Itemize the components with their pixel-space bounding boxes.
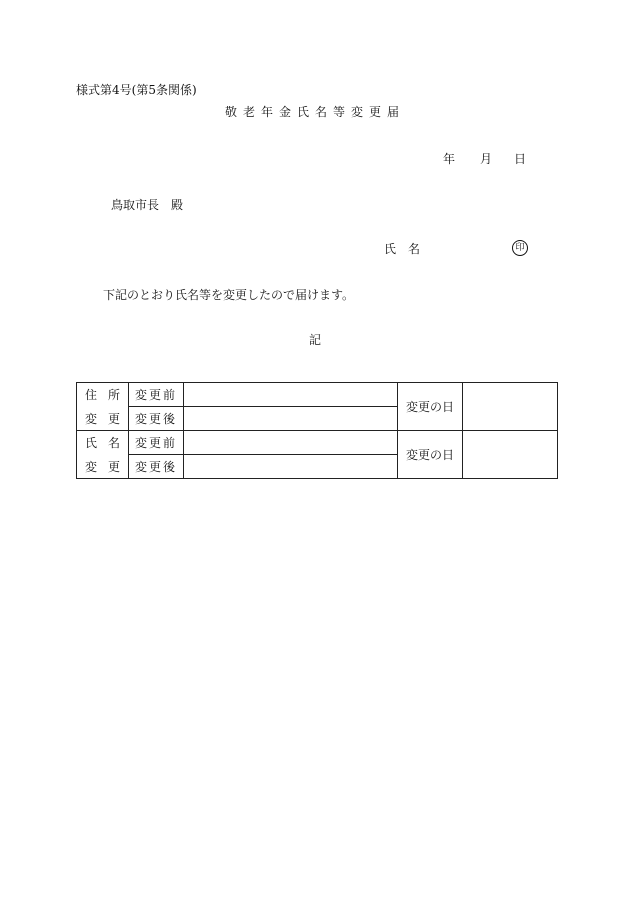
row-label-name-change: [77, 431, 129, 479]
before-label: 変更前: [129, 431, 184, 455]
ki-heading: 記: [308, 333, 321, 347]
row-label-address-change: [77, 383, 129, 431]
addressee: 鳥取市長 殿: [111, 198, 184, 212]
after-label: 変更後: [129, 407, 184, 431]
label-char: 氏: [85, 436, 98, 450]
date-month-label: 月: [480, 152, 493, 166]
change-table: [76, 382, 558, 479]
label-char: 変: [85, 412, 98, 426]
seal-icon: 印: [512, 240, 528, 256]
name-after-field[interactable]: [184, 455, 398, 479]
after-label: 変更後: [129, 455, 184, 479]
table-row: [77, 431, 558, 455]
label-char: 更: [107, 412, 120, 426]
date-day-label: 日: [514, 152, 527, 166]
label-char: 所: [107, 388, 120, 402]
table-row: [77, 383, 558, 407]
label-char: 変: [85, 460, 98, 474]
name-before-field[interactable]: [184, 431, 398, 455]
label-char: 更: [107, 460, 120, 474]
address-after-field[interactable]: [184, 407, 398, 431]
change-date-label: 変更の日: [398, 431, 463, 479]
label-char: 住: [85, 388, 98, 402]
date-year-label: 年: [443, 152, 456, 166]
address-before-field[interactable]: [184, 383, 398, 407]
document-title: 敬老年金氏名等変更届: [224, 105, 405, 119]
body-text: 下記のとおり氏名等を変更したので届けます。: [103, 288, 355, 302]
address-change-date-field[interactable]: [463, 383, 558, 431]
form-number: 様式第4号(第5条関係): [76, 83, 197, 97]
change-date-label: 変更の日: [398, 383, 463, 431]
name-change-date-field[interactable]: [463, 431, 558, 479]
applicant-name-label: 氏 名: [384, 242, 421, 256]
label-char: 名: [107, 436, 120, 450]
before-label: 変更前: [129, 383, 184, 407]
